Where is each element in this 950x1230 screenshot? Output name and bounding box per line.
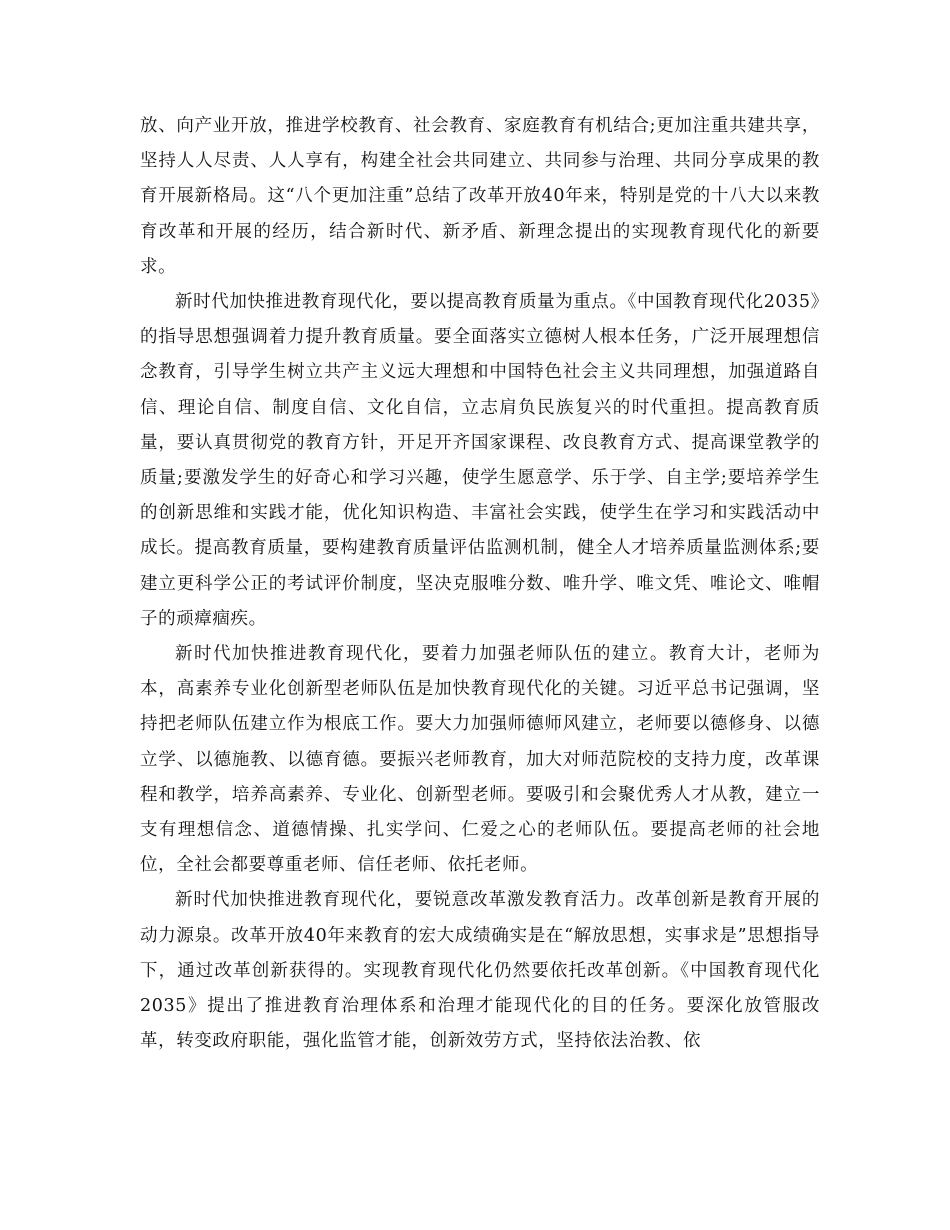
paragraph-education-quality: 新时代加快推进教育现代化，要以提高教育质量为重点。《中国教育现代化2035》的指导思想强调着力提升教育质量。要全面落实立德树人根本任务，广泛开展理想信念教育，引导学生树立共产主义远大理想和中国特色社会主义共同理想，加强道路自信、理论自信、制度自信、文化自信，立志肩负民族复兴的时代重担。提高教育质量，要认真贯彻党的教育方针，开足开齐国家课程、改良教育方式、提高课堂教学的质量;要激发学生的好奇心和学习兴趣，使学生愿意学、乐于学、自主学;要培养学生的创新思维和实践才能，优化知识构造、丰富社会实践，使学生在学习和实践活动中成长。提高教育质量，要构建教育质量评估监测机制，健全人才培养质量监测体系;要建立更科学公正的考试评价制度，坚决克服唯分数、唯升学、唯文凭、唯论文、唯帽子的顽瘴痼疾。	[140, 292, 820, 629]
paragraph-continuation: 放、向产业开放，推进学校教育、社会教育、家庭教育有机结合;更加注重共建共享，坚持人人尽责、人人享有，构建全社会共同建立、共同参与治理、共同分享成果的教育开展新格局。这“八个更加注重”总结了改革开放40年来，特别是党的十八大以来教育改革和开展的经历，结合新时代、新矛盾、新理念提出的实现教育现代化的新要求。	[140, 116, 820, 277]
paragraph-teacher-team: 新时代加快推进教育现代化，要着力加强老师队伍的建立。教育大计，老师为本，高素养专业化创新型老师队伍是加快教育现代化的关键。习近平总书记强调，坚持把老师队伍建立作为根底工作。要大力加强师德师风建立，老师要以德修身、以德立学、以德施教、以德育德。要振兴老师教育，加大对师范院校的支持力度，改革课程和教学，培养高素养、专业化、创新型老师。要吸引和会聚优秀人才从教，建立一支有理想信念、道德情操、扎实学问、仁爱之心的老师队伍。要提高老师的社会地位，全社会都要尊重老师、信任老师、依托老师。	[140, 644, 820, 876]
document-body	[140, 109, 820, 1059]
paragraph-reform-vitality: 新时代加快推进教育现代化，要锐意改革激发教育活力。改革创新是教育开展的动力源泉。改革开放40年来教育的宏大成绩确实是在“解放思想，实事求是”思想指导下，通过改革创新获得的。实现教育现代化仍然要依托改革创新。《中国教育现代化2035》提出了推进教育治理体系和治理才能现代化的目的任务。要深化放管服改革，转变政府职能，强化监管才能，创新效劳方式，坚持依法治教、依	[140, 890, 820, 1052]
